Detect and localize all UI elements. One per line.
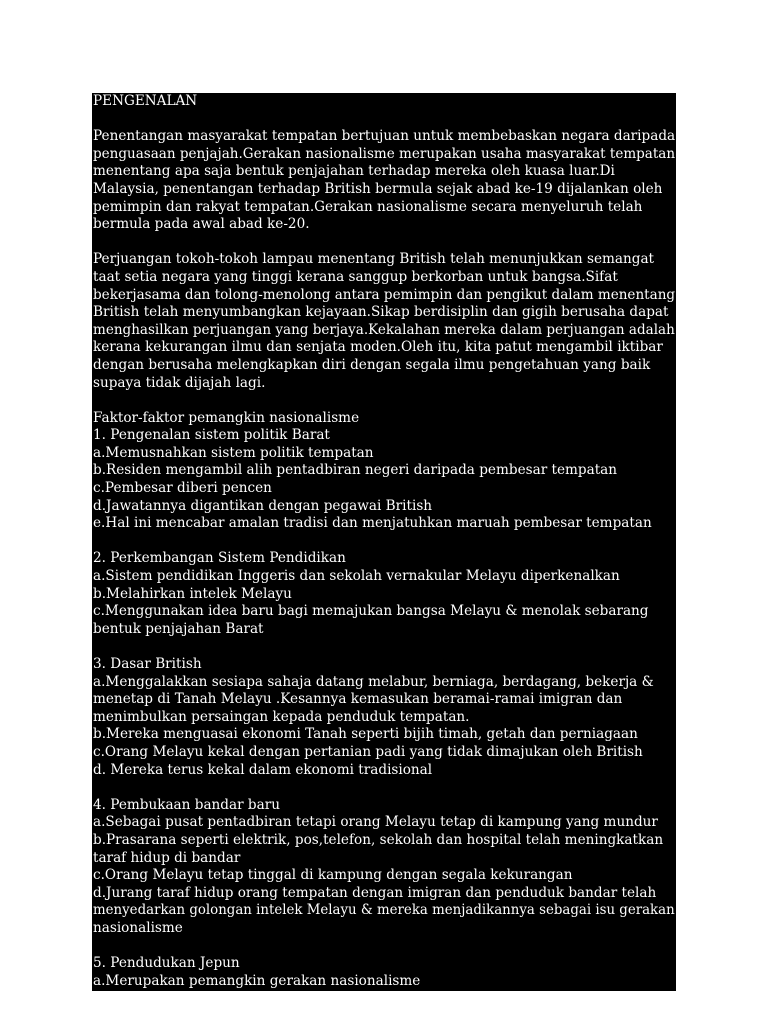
text-line: menghasilkan perjuangan yang berjaya.Kekalahan mereka dalam perjuangan adalah — [93, 321, 675, 338]
text-line: taraf hidup di bandar — [93, 849, 241, 866]
blank-line — [93, 111, 676, 129]
text-line: b.Melahirkan intelek Melayu — [93, 585, 292, 602]
text-line: menyedarkan golongan intelek Melayu & mereka menjadikannya sebagai isu gerakan — [93, 902, 675, 919]
text-line: supaya tidak dijajah lagi. — [93, 374, 266, 391]
text-line: menetap di Tanah Melayu .Kesannya kemasukan beramai-ramai imigran dan — [93, 691, 623, 708]
blank-line — [93, 779, 676, 797]
text-line: 3. Dasar British — [93, 656, 202, 672]
text-line: nasionalisme — [93, 919, 183, 936]
text-line: b.Mereka menguasai ekonomi Tanah seperti bijih timah, getah dan perniagaan — [93, 726, 638, 743]
text-line: pemimpin dan rakyat tempatan.Gerakan nasionalisme secara menyeluruh telah — [93, 198, 643, 215]
paragraph — [93, 251, 676, 392]
document-body — [92, 93, 676, 991]
text-line: b.Residen mengambil alih pentadbiran negeri daripada pembesar tempatan — [93, 462, 618, 479]
text-line: d.Jurang taraf hidup orang tempatan dengan imigran dan penduduk bandar telah — [93, 884, 657, 901]
text-line: dengan berusaha melengkapkan diri dengan segala ilmu pengetahuan yang baik — [93, 356, 651, 373]
text-line: a.Merupakan pemangkin gerakan nasionalisme — [93, 972, 421, 989]
text-line: a.Sebagai pusat pentadbiran tetapi orang Melayu tetap di kampung yang mundur — [93, 814, 658, 831]
blank-line — [93, 938, 676, 956]
text-line: c.Orang Melayu kekal dengan pertanian padi yang tidak dimajukan oleh British — [93, 743, 643, 760]
text-line: bentuk penjajahan Barat — [93, 620, 264, 637]
text-line: a.Memusnahkan sistem politik tempatan — [93, 444, 374, 461]
text-line: 1. Pengenalan sistem politik Barat — [93, 427, 330, 444]
text-line: c.Orang Melayu tetap tinggal di kampung dengan segala kekurangan — [93, 867, 573, 884]
text-line: d. Mereka terus kekal dalam ekonomi tradisional — [93, 761, 433, 778]
text-line: Perjuangan tokoh-tokoh lampau menentang British telah menunjukkan semangat — [93, 251, 655, 268]
document-title: PENGENALAN — [93, 93, 198, 109]
blank-line — [93, 234, 676, 252]
paragraph — [93, 656, 676, 779]
paragraphs — [93, 128, 676, 990]
text-line: Penentangan masyarakat tempatan bertujuan untuk membebaskan negara daripada — [93, 128, 676, 145]
text-line: taat setia negara yang tinggi kerana sanggup berkorban untuk bangsa.Sifat — [93, 268, 618, 285]
paragraph — [93, 797, 676, 938]
text-line: 2. Perkembangan Sistem Pendidikan — [93, 550, 346, 567]
paragraph — [93, 128, 676, 234]
text-line: British telah menyumbangkan kejayaan.Sikap berdisiplin dan gigih berusaha dapat — [93, 304, 669, 321]
text-line: menentang apa saja bentuk penjajahan terhadap mereka oleh kuasa luar.Di — [93, 163, 615, 180]
text-line: c.Menggunakan idea baru bagi memajukan bangsa Melayu & menolak sebarang — [93, 603, 649, 620]
paragraph — [93, 955, 676, 990]
text-line: bekerjasama dan tolong-menolong antara pemimpin dan pengikut dalam menentang — [93, 286, 676, 303]
text-line: Faktor-faktor pemangkin nasionalisme — [93, 409, 360, 426]
text-line: a.Menggalakkan sesiapa sahaja datang melabur, berniaga, berdagang, bekerja & — [93, 673, 654, 690]
text-line: c.Pembesar diberi pencen — [93, 480, 272, 497]
paragraph — [93, 410, 676, 533]
text-line: 4. Pembukaan bandar baru — [93, 796, 280, 813]
blank-line — [93, 533, 676, 551]
text-line: penguasaan penjajah.Gerakan nasionalisme merupakan usaha masyarakat tempatan — [93, 145, 676, 162]
text-line: menimbulkan persaingan kepada penduduk tempatan. — [93, 708, 470, 725]
text-line: d.Jawatannya digantikan dengan pegawai British — [93, 497, 433, 514]
text-line: e.Hal ini mencabar amalan tradisi dan menjatuhkan maruah pembesar tempatan — [93, 515, 652, 532]
text-line: 5. Pendudukan Jepun — [93, 955, 240, 972]
text-line: a.Sistem pendidikan Inggeris dan sekolah vernakular Melayu diperkenalkan — [93, 568, 620, 585]
blank-line — [93, 392, 676, 410]
text-line: Malaysia, penentangan terhadap British bermula sejak abad ke-19 dijalankan oleh — [93, 180, 663, 197]
text-line: kerana kekurangan ilmu dan senjata moden.Oleh itu, kita patut mengambil iktibar — [93, 339, 663, 356]
text-line: b.Prasarana seperti elektrik, pos,telefon, sekolah dan hospital telah meningkatkan — [93, 831, 664, 848]
paragraph — [93, 550, 676, 638]
text-line: bermula pada awal abad ke-20. — [93, 216, 310, 233]
blank-line — [93, 638, 676, 656]
